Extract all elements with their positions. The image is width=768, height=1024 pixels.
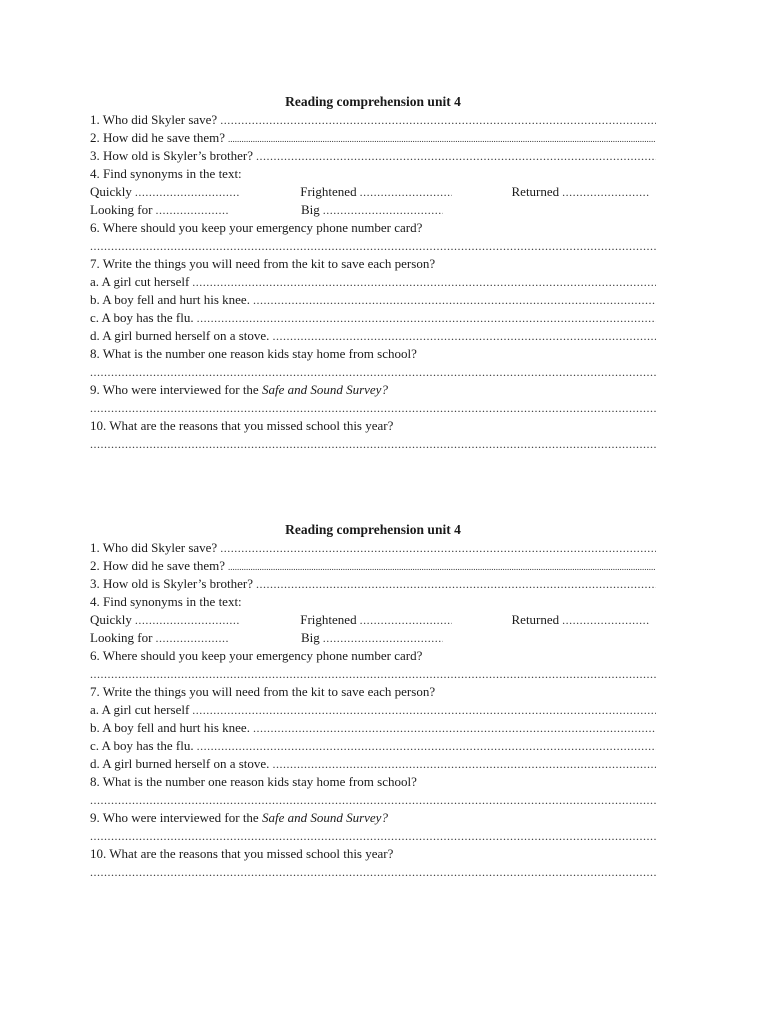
question-7a [90,701,656,719]
question-3-text: 3. How old is Skyler’s brother? [90,576,253,591]
answer-line [256,147,656,165]
answer-row [90,665,656,683]
question-7d-text: d. A girl burned herself on a stove. [90,756,270,771]
question-9-prefix: 9. Who were interviewed for the [90,810,262,825]
question-9 [90,809,656,827]
answer-line [192,701,656,719]
question-3 [90,575,656,593]
question-8-text: 8. What is the number one reason kids stay home from school? [90,346,417,361]
synonym-big: Big [301,630,320,645]
answer-line [256,575,656,593]
answer-line [90,363,656,381]
answer-line [90,791,656,809]
question-1-text: 1. Who did Skyler save? [90,540,218,555]
synonyms-row-1 [90,183,656,201]
question-1-text: 1. Who did Skyler save? [90,112,218,127]
answer-line [228,130,656,147]
question-7c-text: c. A boy has the flu. [90,738,194,753]
question-2 [90,129,656,147]
question-7a [90,273,656,291]
answer-line [272,327,656,345]
answer-row [90,791,656,809]
question-2 [90,557,656,575]
worksheet-top [90,93,656,453]
answer-line [562,183,650,201]
survey-name: Safe and Sound Survey? [261,810,388,825]
answer-row [90,363,656,381]
answer-line [155,201,229,219]
question-8 [90,773,656,791]
answer-line [197,737,656,755]
question-4-text: 4. Find synonyms in the text: [90,166,242,181]
question-4 [90,593,656,611]
question-9-prefix: 9. Who were interviewed for the [90,382,262,397]
question-6 [90,647,656,665]
question-9-text [90,381,388,399]
synonyms-row-2 [90,201,656,219]
question-9-text [90,809,388,827]
question-7a-text: a. A girl cut herself [90,702,190,717]
answer-row [90,827,656,845]
answer-line [360,183,452,201]
synonym-quickly: Quickly [90,612,132,627]
question-7 [90,683,656,701]
question-1 [90,111,656,129]
synonyms-row-1 [90,611,656,629]
answer-row [90,435,656,453]
question-7c [90,737,656,755]
synonym-looking-for: Looking for [90,630,153,645]
question-7b [90,291,656,309]
question-7d-text: d. A girl burned herself on a stove. [90,328,270,343]
answer-line [253,291,656,309]
question-7 [90,255,656,273]
worksheet-title: Reading comprehension unit 4 [285,94,461,109]
question-7c [90,309,656,327]
question-6-text: 6. Where should you keep your emergency phone number card? [90,648,423,663]
question-9 [90,381,656,399]
answer-line [90,237,656,255]
answer-line [90,827,656,845]
answer-line [253,719,656,737]
answer-line [192,273,656,291]
answer-line [220,539,656,557]
question-2-text: 2. How did he save them? [90,130,226,145]
question-10 [90,845,656,863]
synonym-returned: Returned [511,184,560,199]
question-2-text: 2. How did he save them? [90,558,226,573]
synonym-frightened: Frightened [300,184,357,199]
answer-line [323,629,443,647]
question-7b-text: b. A boy fell and hurt his knee. [90,720,250,735]
synonym-quickly: Quickly [90,184,132,199]
answer-line [220,111,656,129]
question-7d [90,327,656,345]
answer-line [90,399,656,417]
question-1 [90,539,656,557]
answer-row [90,399,656,417]
answer-line [90,665,656,683]
question-8-text: 8. What is the number one reason kids stay home from school? [90,774,417,789]
question-10-text: 10. What are the reasons that you missed school this year? [90,846,394,861]
answer-line [135,611,239,629]
synonym-looking-for: Looking for [90,202,153,217]
question-7a-text: a. A girl cut herself [90,274,190,289]
question-8 [90,345,656,363]
answer-line [360,611,452,629]
answer-row [90,237,656,255]
question-6-text: 6. Where should you keep your emergency phone number card? [90,220,423,235]
synonym-frightened: Frightened [300,612,357,627]
survey-name: Safe and Sound Survey? [261,382,388,397]
question-7d [90,755,656,773]
question-6 [90,219,656,237]
question-4-text: 4. Find synonyms in the text: [90,594,242,609]
question-3-text: 3. How old is Skyler’s brother? [90,148,253,163]
question-4 [90,165,656,183]
answer-line [272,755,656,773]
synonym-returned: Returned [511,612,560,627]
question-7b [90,719,656,737]
answer-line [90,435,656,453]
answer-line [155,629,229,647]
synonyms-row-2 [90,629,656,647]
question-10-text: 10. What are the reasons that you missed school this year? [90,418,394,433]
question-7b-text: b. A boy fell and hurt his knee. [90,292,250,307]
answer-line [228,558,656,575]
question-3 [90,147,656,165]
answer-line [90,863,656,881]
synonym-big: Big [301,202,320,217]
answer-line [323,201,443,219]
answer-row [90,863,656,881]
question-10 [90,417,656,435]
answer-line [135,183,239,201]
worksheet-bottom [90,521,656,881]
worksheet-title: Reading comprehension unit 4 [285,522,461,537]
question-7-text: 7. Write the things you will need from the kit to save each person? [90,256,436,271]
question-7-text: 7. Write the things you will need from the kit to save each person? [90,684,436,699]
answer-line [562,611,650,629]
question-7c-text: c. A boy has the flu. [90,310,194,325]
answer-line [197,309,656,327]
